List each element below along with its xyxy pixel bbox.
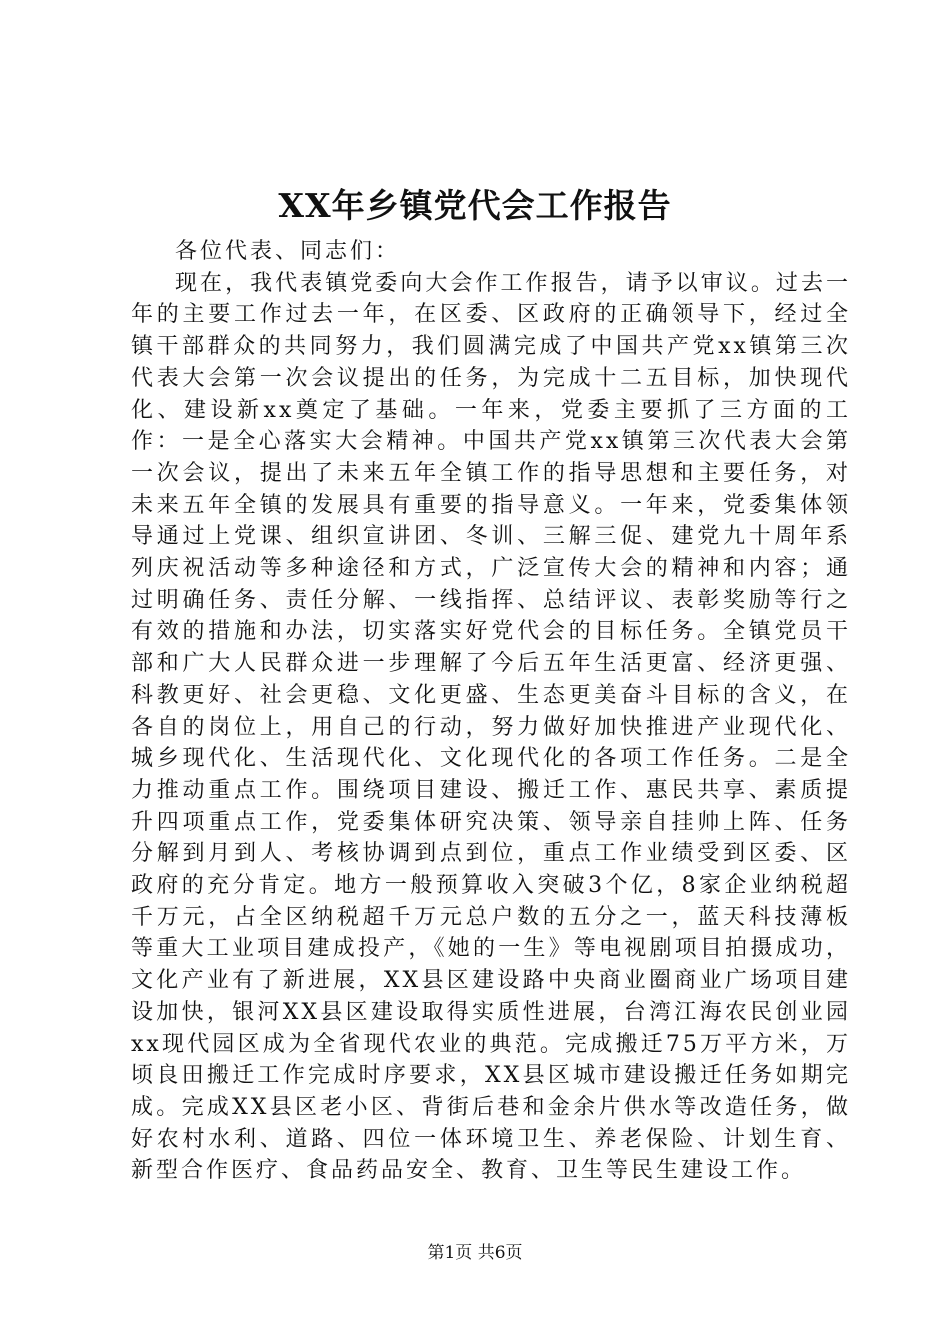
- greeting-paragraph: 各位代表、同志们：: [175, 239, 401, 264]
- document-title: XX年乡镇党代会工作报告: [278, 186, 672, 225]
- document-body: [131, 236, 851, 1187]
- page-footer: 第1页 共6页: [427, 1243, 523, 1263]
- report-paragraph: 现在，我代表镇党委向大会作工作报告，请予以审议。过去一年的主要工作过去一年，在区委、区政府的正确领导下，经过全镇干部群众的共同努力，我们圆满完成了中国共产党xx镇第三次代表大会第一次会议提出的任务，为完成十二五目标，加快现代化、建设新xx奠定了基础。一年来，党委主要抓了三方面的工作：一是全心落实大会精神。中国共产党xx镇第三次代表大会第一次会议，提出了未来五年全镇工作的指导思想和主要任务，对未来五年全镇的发展具有重要的指导意义。一年来，党委集体领导通过上党课、组织宣讲团、冬训、三解三促、建党九十周年系列庆祝活动等多种途径和方式，广泛宣传大会的精神和内容；通过明确任务、责任分解、一线指挥、总结评议、表彰奖励等行之有效的措施和办法，切实落实好党代会的目标任务。全镇党员干部和广大人民群众进一步理解了今后五年生活更富、经济更强、科教更好、社会更稳、文化更盛、生态更美奋斗目标的含义，在各自的岗位上，用自己的行动，努力做好加快推进产业现代化、城乡现代化、生活现代化、文化现代化的各项工作任务。二是全力推动重点工作。围绕项目建设、搬迁工作、惠民共享、素质提升四项重点工作，党委集体研究决策、领导亲自挂帅上阵、任务分解到月到人、考核协调到点到位，重点工作业绩受到区委、区政府的充分肯定。地方一般预算收入突破3个亿，8家企业纳税超千万元，占全区纳税超千万元总户数的五分之一，蓝天科技薄板等重大工业项目建成投产，《她的一生》等电视剧项目拍摄成功，文化产业有了新进展，XX县区建设路中央商业圈商业广场项目建设加快，银河XX县区建设取得实质性进展，台湾江海农民创业园xx现代园区成为全省现代农业的典范。完成搬迁75万平方米，万顷良田搬迁工作完成时序要求，XX县区城市建设搬迁任务如期完成。完成XX县区老小区、背街后巷和金余片供水等改造任务，做好农村水利、道路、四位一体环境卫生、养老保险、计划生育、新型合作医疗、食品药品安全、教育、卫生等民生建设工作。: [131, 270, 851, 1184]
